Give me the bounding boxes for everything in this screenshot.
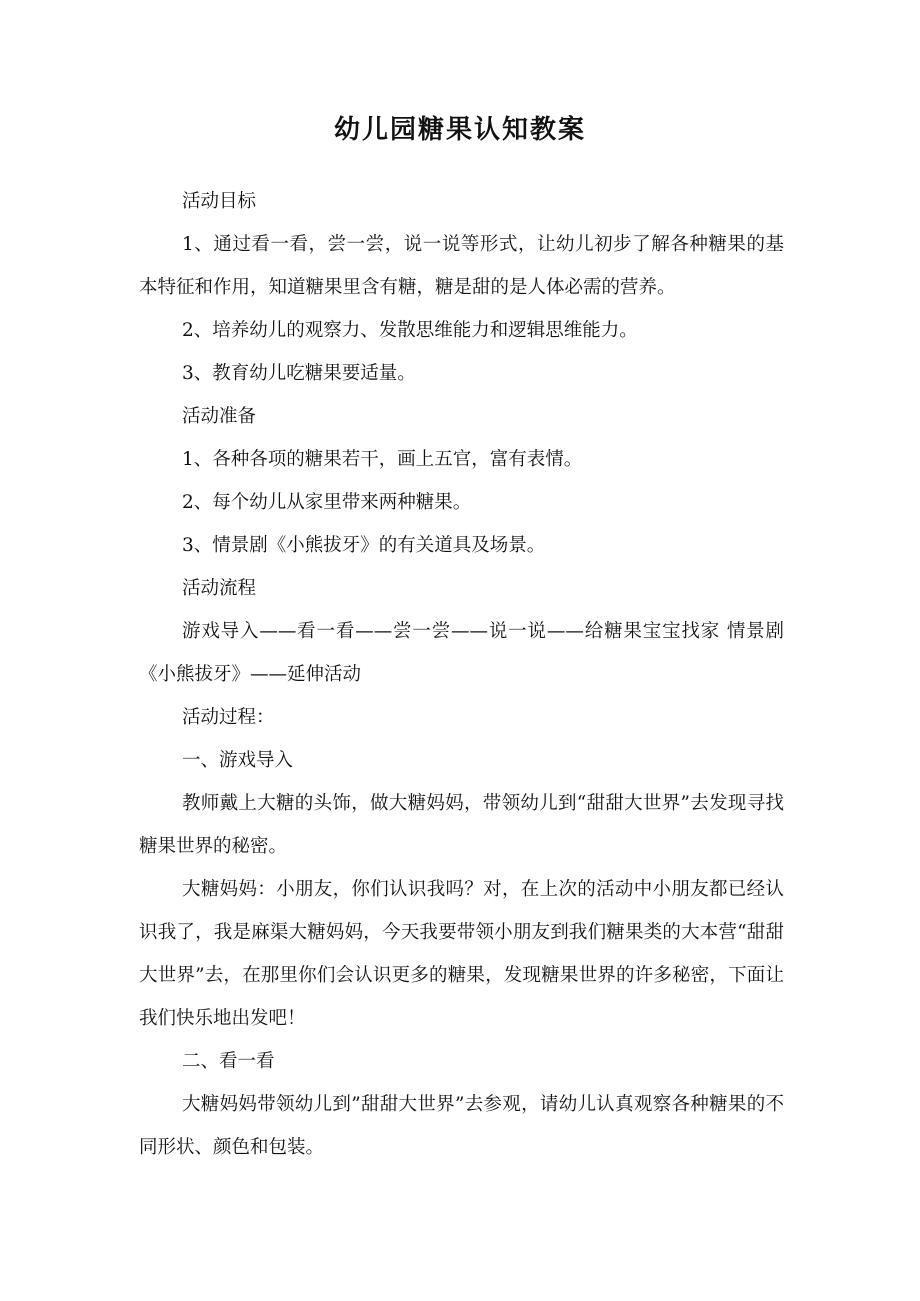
paragraph: 3、教育幼儿吃糖果要适量。 [182, 363, 416, 384]
paragraph: 游戏导入——看一看——尝一尝——说一说——给糖果宝宝找家 情景剧《小熊拔牙》——延伸活动 [139, 621, 784, 685]
paragraph: 大糖妈妈带领幼儿到”甜甜大世界”去参观，请幼儿认真观察各种糖果的不同形状、颜色和包装。 [139, 1094, 784, 1158]
section-heading-preparation: 活动准备 [182, 406, 257, 427]
paragraph: 2、培养幼儿的观察力、发散思维能力和逻辑思维能力。 [182, 320, 638, 341]
paragraph: 3、情景剧《小熊拔牙》的有关道具及场景。 [182, 535, 546, 556]
subsection-heading-look: 二、看一看 [182, 1051, 275, 1072]
section-heading-flow: 活动流程 [182, 578, 257, 599]
paragraph: 2、每个幼儿从家里带来两种糖果。 [182, 492, 472, 513]
paragraph: 大糖妈妈：小朋友，你们认识我吗？对，在上次的活动中小朋友都已经认识我了，我是麻渠大糖妈妈，今天我要带领小朋友到我们糖果类的大本营“甜甜大世界”去，在那里你们会认识更多的糖果，发现糖果世界的许多秘密，下面让我们快乐地出发吧！ [139, 879, 784, 1029]
document-body [139, 180, 784, 1169]
subsection-heading-game-intro: 一、游戏导入 [182, 750, 294, 771]
paragraph: 1、各种各项的糖果若干，画上五官，富有表情。 [182, 449, 583, 470]
section-heading-process: 活动过程： [182, 707, 275, 728]
paragraph: 1、通过看一看，尝一尝，说一说等形式，让幼儿初步了解各种糖果的基本特征和作用，知道糖果里含有糖，糖是甜的是人体必需的营养。 [139, 234, 784, 298]
document-title: 幼儿园糖果认知教案 [333, 115, 586, 145]
paragraph: 教师戴上大糖的头饰，做大糖妈妈，带领幼儿到“甜甜大世界”去发现寻找糖果世界的秘密。 [139, 793, 784, 857]
section-heading-goals: 活动目标 [182, 191, 257, 212]
